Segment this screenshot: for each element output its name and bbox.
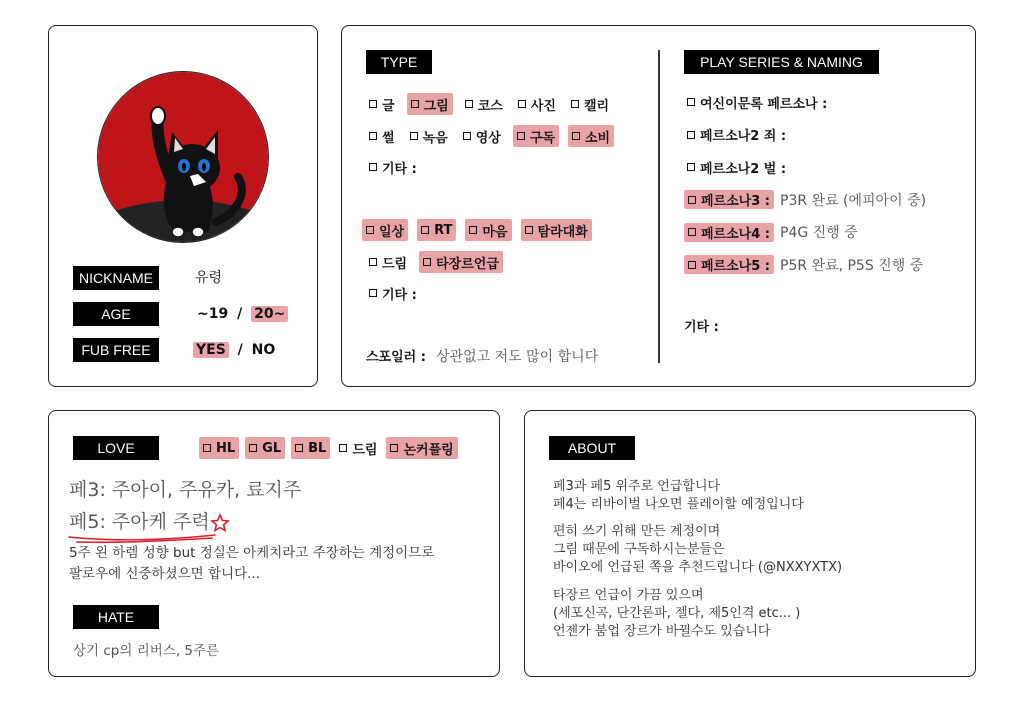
about-line: 언젠가 붐업 장르가 바뀔수도 있습니다 — [553, 624, 771, 639]
age-under: ~19 — [197, 306, 229, 322]
series-name-text: 페르소나5 : — [701, 259, 771, 274]
age-values — [197, 302, 288, 326]
checkbox-square-icon — [366, 226, 374, 234]
type-series-card — [341, 25, 976, 387]
age-over: 20~ — [251, 306, 288, 322]
option-tag — [199, 437, 239, 459]
checkbox-square-icon — [688, 196, 696, 204]
love-pairing-line-1: 페3: 주아이, 주유카, 료지주 — [69, 479, 302, 501]
series-item — [684, 90, 830, 114]
option-label: 구독 — [529, 130, 555, 146]
checkbox-square-icon — [525, 226, 533, 234]
option-tag — [291, 437, 330, 459]
checkbox-square-icon — [410, 132, 418, 140]
option-label: 썰 — [382, 130, 395, 146]
option-label: 타장르언급 — [436, 256, 499, 272]
series-name — [684, 223, 774, 242]
option-tag — [366, 282, 420, 304]
series-item — [684, 188, 926, 212]
fub-separator: / — [237, 342, 243, 358]
option-label: 사진 — [530, 98, 556, 114]
option-label: 기타 : — [382, 161, 417, 177]
option-tag — [419, 251, 503, 273]
hate-value: 상기 cp의 리버스, 5주른 — [73, 643, 220, 659]
option-label: 일상 — [379, 224, 405, 240]
series-name — [684, 93, 830, 112]
option-tag — [366, 251, 410, 273]
series-label: PLAY SERIES & NAMING — [684, 50, 879, 74]
love-card — [48, 410, 500, 677]
star-icon — [210, 513, 230, 533]
series-name — [684, 125, 789, 144]
nickname-row — [73, 266, 313, 290]
option-label: 영상 — [475, 130, 501, 146]
series-name-text: 페르소나4 : — [701, 226, 771, 242]
series-item — [684, 155, 789, 179]
avatar — [97, 71, 269, 243]
love-main-pairing: 페5: 주아케 주력 — [69, 511, 210, 533]
series-name — [684, 255, 774, 274]
checkbox-square-icon — [688, 261, 696, 269]
type-row-2 — [366, 125, 614, 147]
age-label: AGE — [73, 302, 159, 326]
checkbox-square-icon — [688, 228, 696, 236]
checkbox-square-icon — [203, 444, 211, 452]
series-name — [684, 190, 774, 209]
checkbox-square-icon — [571, 100, 579, 108]
about-line: 그림 때문에 구독하시는분들은 — [553, 542, 725, 557]
option-tag — [336, 437, 380, 459]
checkbox-square-icon — [369, 163, 377, 171]
series-value: P3R 완료 (에피아이 중) — [780, 192, 927, 209]
option-label: 그림 — [423, 98, 449, 114]
checkbox-square-icon — [369, 132, 377, 140]
series-value: P5R 완료, P5S 진행 중 — [780, 257, 924, 274]
series-item — [684, 220, 858, 244]
option-label: 탐라대화 — [537, 224, 588, 240]
option-tag — [362, 219, 408, 241]
checkbox-square-icon — [687, 131, 695, 139]
option-label: RT — [434, 222, 453, 238]
about-line: 바이오에 언급된 쪽을 추천드립니다 (@NXXYXTX) — [553, 560, 843, 575]
checkbox-square-icon — [390, 444, 398, 452]
option-label: 녹음 — [422, 130, 448, 146]
series-name-text: 페르소나3 : — [701, 194, 771, 209]
checkbox-square-icon — [421, 226, 429, 234]
option-label: 코스 — [477, 98, 503, 114]
fub-no: NO — [251, 342, 276, 358]
option-tag — [515, 93, 559, 115]
checkbox-square-icon — [369, 289, 377, 297]
checkbox-square-icon — [295, 444, 303, 452]
option-tag — [460, 125, 504, 147]
fub-yes: YES — [193, 342, 229, 358]
option-label: 캘리 — [583, 98, 610, 114]
series-name — [684, 158, 789, 177]
fub-values — [193, 338, 275, 362]
option-label: 기타 : — [382, 287, 417, 303]
series-item — [684, 253, 923, 277]
option-label: 소비 — [584, 130, 611, 146]
option-label: BL — [308, 440, 327, 456]
about-line: (세포신곡, 단간론파, 젤다, 제5인격 etc... ) — [553, 606, 801, 621]
column-divider — [658, 50, 660, 363]
option-label: GL — [262, 440, 282, 456]
checkbox-square-icon — [517, 132, 525, 140]
series-name-text: 여신이문록 페르소나 : — [700, 96, 828, 112]
checkbox-square-icon — [369, 258, 377, 266]
about-line: 페3과 페5 위주로 언급합니다 — [553, 479, 721, 494]
checkbox-square-icon — [687, 163, 695, 171]
type-row-3 — [366, 156, 420, 178]
love-desc-line-1: 5주 왼 하렘 성향 but 정실은 아케치라고 주장하는 계정이므로 — [69, 545, 435, 561]
profile-card — [48, 25, 318, 387]
fub-row — [73, 338, 313, 362]
option-tag — [366, 156, 420, 178]
checkbox-square-icon — [339, 444, 347, 452]
age-separator: / — [237, 306, 243, 322]
type-row-1 — [366, 93, 612, 115]
checkbox-square-icon — [463, 132, 471, 140]
option-tag — [366, 125, 398, 147]
option-tag — [521, 219, 592, 241]
option-label: 마음 — [482, 224, 508, 240]
about-line: 편히 쓰기 위해 만든 계정이며 — [553, 524, 721, 539]
about-line: 타장르 언급이 가끔 있으며 — [553, 588, 704, 603]
series-item — [684, 123, 789, 147]
hate-label: HATE — [73, 605, 159, 629]
option-label: 논커플링 — [403, 442, 454, 458]
option-label: 드림 — [382, 256, 408, 272]
about-label: ABOUT — [549, 436, 635, 460]
option-tag — [462, 93, 506, 115]
checkbox-square-icon — [423, 258, 431, 266]
option-tag — [513, 125, 559, 147]
type-row-6 — [366, 282, 420, 304]
option-tag — [366, 93, 398, 115]
checkbox-square-icon — [518, 100, 526, 108]
option-tag — [568, 93, 612, 115]
about-card — [524, 410, 976, 677]
fub-label: FUB FREE — [73, 338, 159, 362]
option-tag — [465, 219, 511, 241]
checkbox-square-icon — [465, 100, 473, 108]
series-name-text: 페르소나2 죄 : — [700, 129, 787, 144]
option-label: HL — [216, 440, 236, 456]
option-tag — [245, 437, 285, 459]
checkbox-square-icon — [687, 98, 695, 106]
series-name-text: 페르소나2 벌 : — [700, 161, 787, 177]
option-label: 글 — [382, 98, 395, 114]
nickname-value: 유령 — [195, 270, 223, 286]
spoiler-label: 스포일러 : — [366, 350, 426, 365]
option-tag — [417, 219, 456, 241]
type-row-4 — [362, 219, 592, 241]
option-tag — [386, 437, 457, 459]
option-label: 드림 — [352, 442, 378, 458]
option-tag — [407, 93, 453, 115]
option-tag — [568, 125, 614, 147]
checkbox-square-icon — [469, 226, 477, 234]
love-label: LOVE — [73, 436, 159, 460]
love-desc-line-2: 팔로우에 신중하셨으면 합니다... — [69, 566, 260, 582]
love-pairing-line-2 — [69, 507, 230, 534]
age-row — [73, 302, 313, 326]
checkbox-square-icon — [249, 444, 257, 452]
option-tag — [407, 125, 451, 147]
type-label: TYPE — [366, 50, 432, 74]
spoiler-value: 상관없고 저도 많이 합니다 — [436, 349, 599, 365]
love-options — [199, 437, 458, 459]
nickname-label: NICKNAME — [73, 266, 159, 290]
type-row-5 — [366, 251, 503, 273]
about-line: 페4는 리바이벌 나오면 플레이할 예정입니다 — [553, 497, 804, 512]
spoiler-row — [366, 346, 598, 366]
checkbox-square-icon — [572, 132, 580, 140]
cat-avatar-image — [98, 72, 269, 243]
checkbox-square-icon — [369, 100, 377, 108]
series-value: P4G 진행 중 — [780, 225, 858, 241]
checkbox-square-icon — [411, 100, 419, 108]
series-etc-label: 기타 : — [684, 320, 719, 335]
